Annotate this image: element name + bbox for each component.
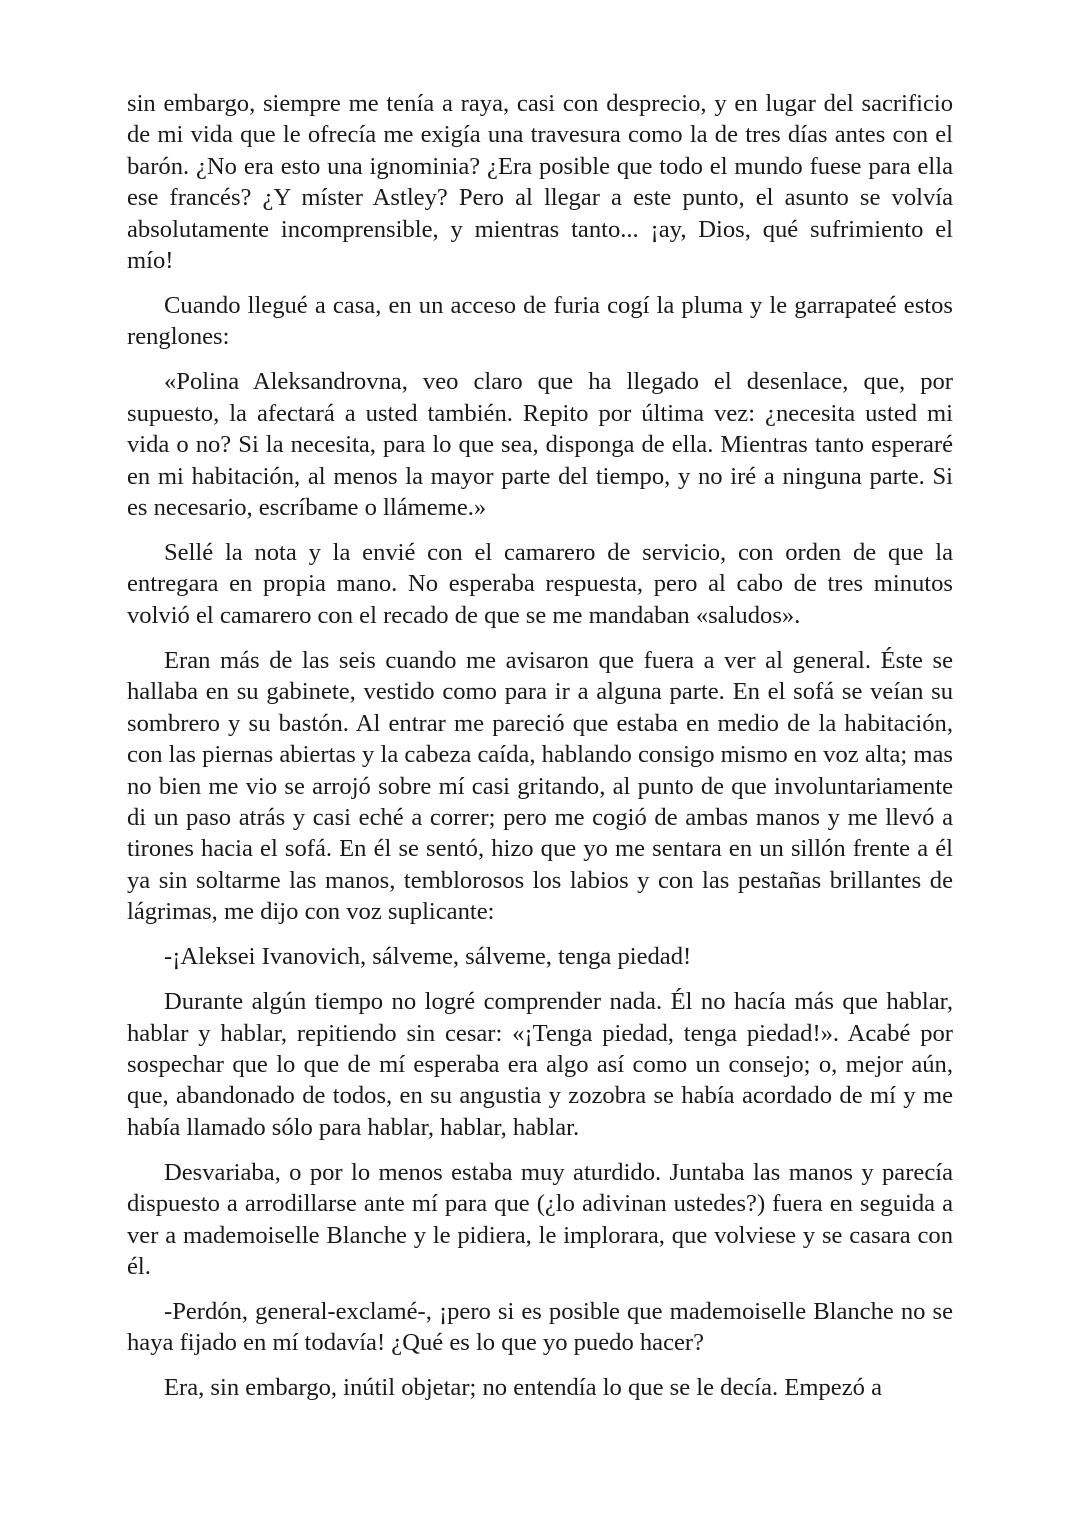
paragraph-confusion: Durante algún tiempo no logré comprender nada. Él no hacía más que hablar, hablar y hablar, repitiendo sin cesar: «¡Tenga piedad, tenga piedad!». Acabé por sospechar que lo que de mí esperaba era algo así como un consejo; o, mejor aún, que, abandonado de todos, en su angustia y zozobra se había acordado de mí y me había llamado sólo para hablar, hablar, hablar.: [127, 988, 953, 1141]
paragraph-arrival-home: Cuando llegué a casa, en un acceso de furia cogí la pluma y le garrapateé estos renglones:: [127, 292, 953, 351]
document-page: [127, 88, 953, 1417]
paragraph-continuation: sin embargo, siempre me tenía a raya, casi con desprecio, y en lugar del sacrificio de mi vida que le ofrecía me exigía una travesura como la de tres días antes con el barón. ¿No era esto una ignominia? ¿Era posible que todo el mundo fuese para ella ese francés? ¿Y míster Astley? Pero al llegar a este punto, el asunto se volvía absolutamente incomprensible, y mientras tanto... ¡ay, Dios, qué sufrimiento el mío!: [127, 90, 953, 275]
paragraph-letter-to-polina: «Polina Aleksandrovna, veo claro que ha llegado el desenlace, que, por supuesto, la afectará a usted también. Repito por última vez: ¿necesita usted mi vida o no? Si la necesita, para lo que sea, disponga de ella. Mientras tanto esperaré en mi habitación, al menos la mayor parte del tiempo, y no iré a ninguna parte. Si es necesario, escríbame o llámeme.»: [127, 368, 953, 522]
paragraph-plea: -¡Aleksei Ivanovich, sálveme, sálveme, tenga piedad!: [164, 943, 692, 971]
paragraph-visit-general: Eran más de las seis cuando me avisaron que fuera a ver al general. Éste se hallaba en su gabinete, vestido como para ir a alguna parte. En el sofá se veían su sombrero y su bastón. Al entrar me pareció que estaba en medio de la habitación, con las piernas abiertas y la cabeza caída, hablando consigo mismo en voz alta; mas no bien me vio se arrojó sobre mí casi gritando, al punto de que involuntariamente di un paso atrás y casi eché a correr; pero me cogió de ambas manos y me llevó a tirones hacia el sofá. En él se sentó, hizo que yo me sentara en un sillón frente a él ya sin soltarme las manos, temblorosos los labios y con las pestañas brillantes de lágrimas, me dijo con voz suplicante:: [127, 646, 953, 926]
paragraph-objection: -Perdón, general-exclamé-, ¡pero si es posible que mademoiselle Blanche no se haya fijado en mí todavía! ¿Qué es lo que yo puedo hacer?: [127, 1297, 953, 1357]
paragraph-sealed-note: Sellé la nota y la envié con el camarero de servicio, con orden de que la entregara en propia mano. No esperaba respuesta, pero al cabo de tres minutos volvió el camarero con el recado de que se me mandaban «saludos».: [127, 539, 953, 629]
paragraph-final-fragment: Era, sin embargo, inútil objetar; no entendía lo que se le decía. Empezó a: [164, 1374, 882, 1402]
paragraph-delirium: Desvariaba, o por lo menos estaba muy aturdido. Juntaba las manos y parecía dispuesto a arrodillarse ante mí para que (¿lo adivinan ustedes?) fuera en seguida a ver a mademoiselle Blanche y le pidiera, le implorara, que volviese y se casara con él.: [127, 1158, 953, 1280]
